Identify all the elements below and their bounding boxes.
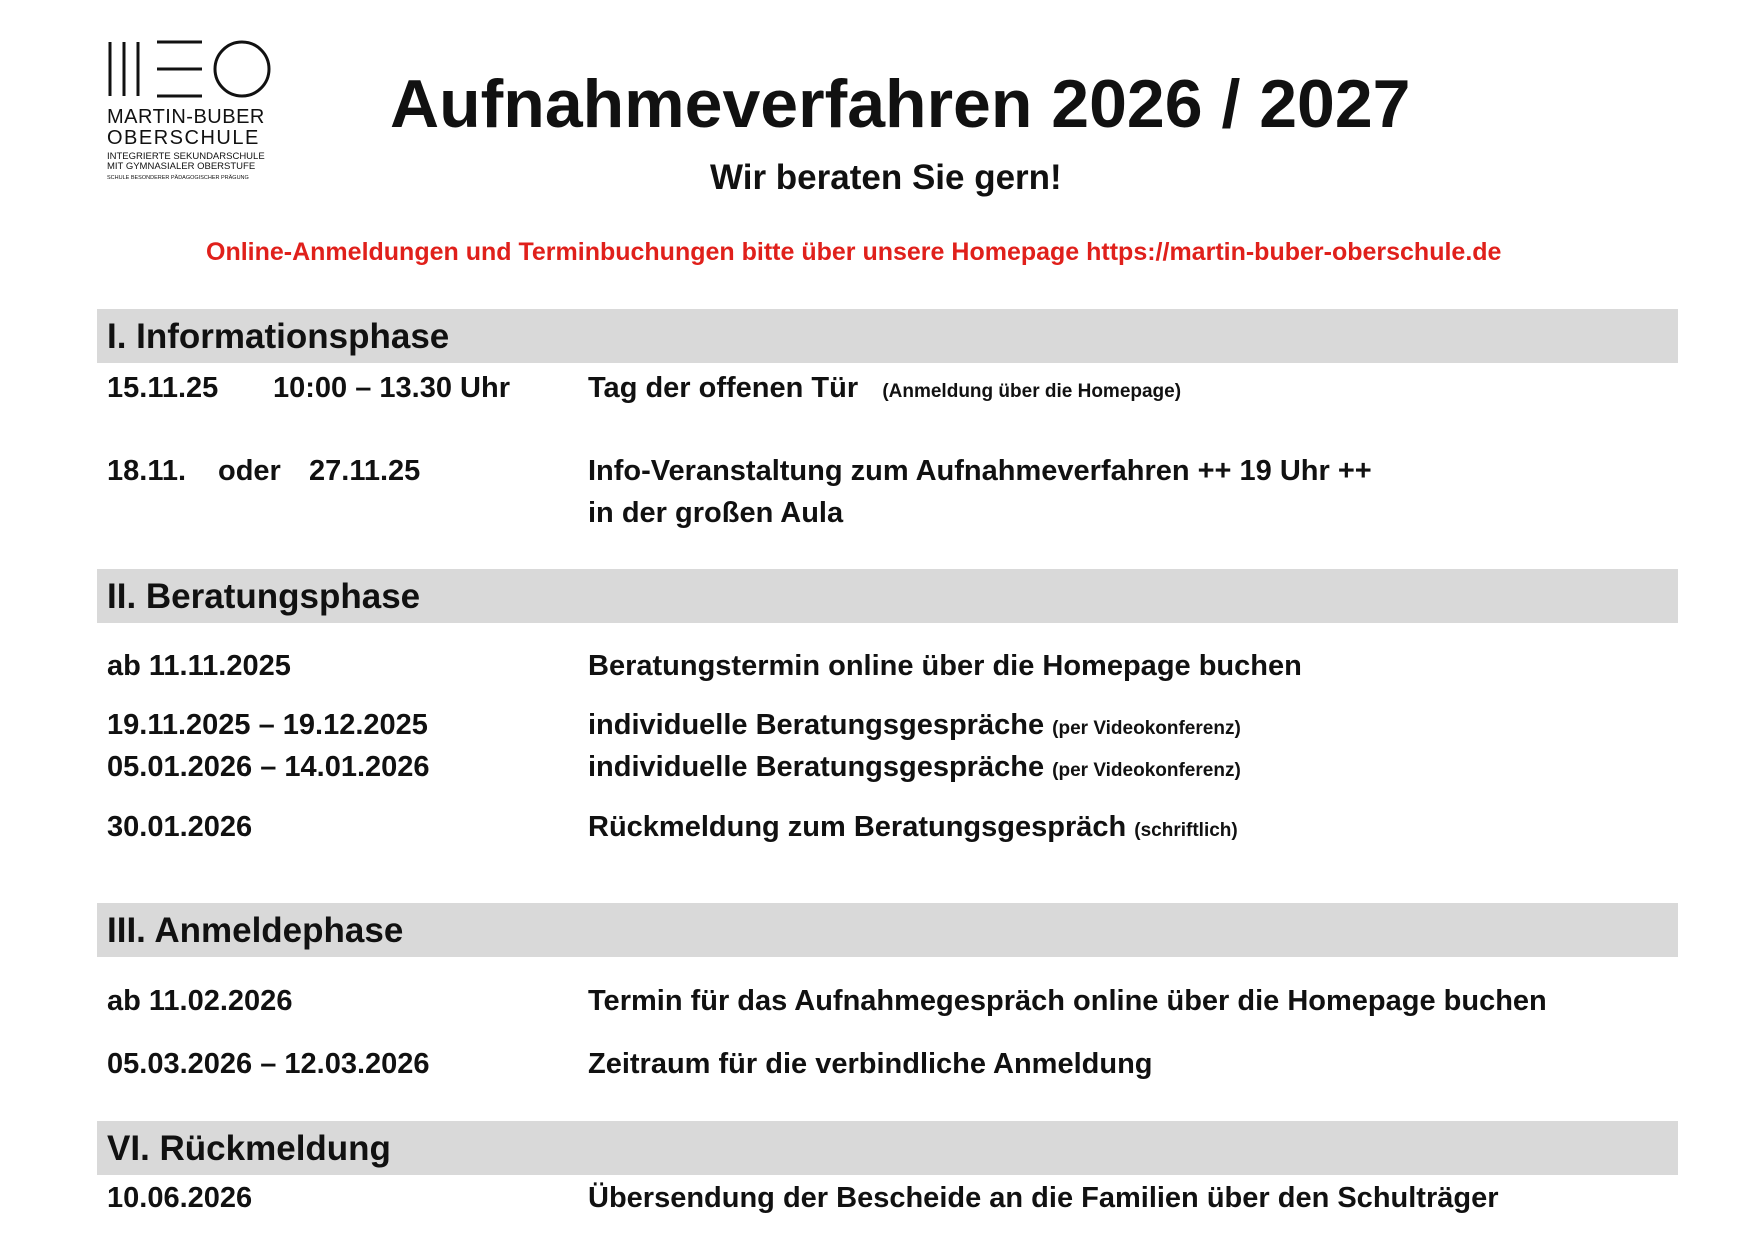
row-text: individuelle Beratungsgespräche bbox=[588, 751, 1045, 783]
row-description: Info-Veranstaltung zum Aufnahmeverfahren ++ 19 Uhr ++ bbox=[588, 455, 1372, 487]
section-header-informationsphase bbox=[97, 309, 1678, 363]
row-date: 10.06.2026 bbox=[107, 1182, 253, 1214]
section-header-rueckmeldung bbox=[97, 1121, 1678, 1175]
row-date: 05.03.2026 – 12.03.2026 bbox=[107, 1048, 430, 1080]
row-date: 30.01.2026 bbox=[107, 811, 253, 843]
row-description: Beratungstermin online über die Homepage buchen bbox=[588, 650, 1302, 682]
logo-school-name: MARTIN-BUBER bbox=[107, 106, 265, 128]
row-description bbox=[588, 370, 1181, 410]
logo-tagline-1: INTEGRIERTE SEKUNDARSCHULE bbox=[107, 151, 265, 162]
section-header-beratungsphase bbox=[97, 569, 1678, 623]
school-logo bbox=[107, 38, 275, 188]
row-description-line2: in der großen Aula bbox=[588, 497, 844, 529]
section-title: VI. Rückmeldung bbox=[107, 1129, 391, 1168]
row-description: Übersendung der Bescheide an die Familien über den Schulträger bbox=[588, 1182, 1499, 1214]
row-description: Termin für das Aufnahmegespräch online über die Homepage buchen bbox=[588, 985, 1547, 1017]
logo-tagline-2: MIT GYMNASIALER OBERSTUFE bbox=[107, 161, 256, 172]
mbo-logo-mark-icon bbox=[107, 38, 273, 102]
row-date: ab 11.02.2026 bbox=[107, 985, 293, 1017]
row-date: 05.01.2026 – 14.01.2026 bbox=[107, 751, 430, 783]
section-title: III. Anmeldephase bbox=[107, 911, 404, 950]
logo-tagline-3: SCHULE BESONDERER PÄDAGOGISCHER PRÄGUNG bbox=[107, 175, 249, 181]
section-title: II. Beratungsphase bbox=[107, 577, 421, 616]
row-date: 18.11. bbox=[107, 455, 187, 487]
online-registration-notice: Online-Anmeldungen und Terminbuchungen bitte über unsere Homepage https://martin-buber-oberschule.de bbox=[206, 238, 1502, 266]
row-date-connector: oder bbox=[218, 455, 281, 487]
row-description bbox=[588, 809, 1238, 849]
row-time: 10:00 – 13.30 Uhr bbox=[273, 372, 510, 404]
page-title: Aufnahmeverfahren 2026 / 2027 bbox=[390, 66, 1411, 142]
page-subtitle: Wir beraten Sie gern! bbox=[710, 158, 1062, 197]
section-header-anmeldephase bbox=[97, 903, 1678, 957]
row-date: 15.11.25 bbox=[107, 372, 219, 404]
row-text: individuelle Beratungsgespräche bbox=[588, 709, 1045, 741]
row-note: (per Videokonferenz) bbox=[1052, 718, 1241, 739]
row-text: Tag der offenen Tür bbox=[588, 372, 859, 404]
row-description: Zeitraum für die verbindliche Anmeldung bbox=[588, 1048, 1153, 1080]
row-date: ab 11.11.2025 bbox=[107, 650, 291, 682]
row-text: Rückmeldung zum Beratungsgespräch bbox=[588, 811, 1127, 843]
row-note: (per Videokonferenz) bbox=[1052, 760, 1241, 781]
section-title: I. Informationsphase bbox=[107, 317, 450, 356]
row-note: (Anmeldung über die Homepage) bbox=[882, 381, 1182, 402]
row-description bbox=[588, 707, 1241, 747]
logo-school-type: OBERSCHULE bbox=[107, 127, 260, 149]
row-date: 19.11.2025 – 19.12.2025 bbox=[107, 709, 428, 741]
row-description bbox=[588, 749, 1241, 789]
row-date-alt: 27.11.25 bbox=[309, 455, 421, 487]
row-note: (schriftlich) bbox=[1134, 820, 1238, 841]
